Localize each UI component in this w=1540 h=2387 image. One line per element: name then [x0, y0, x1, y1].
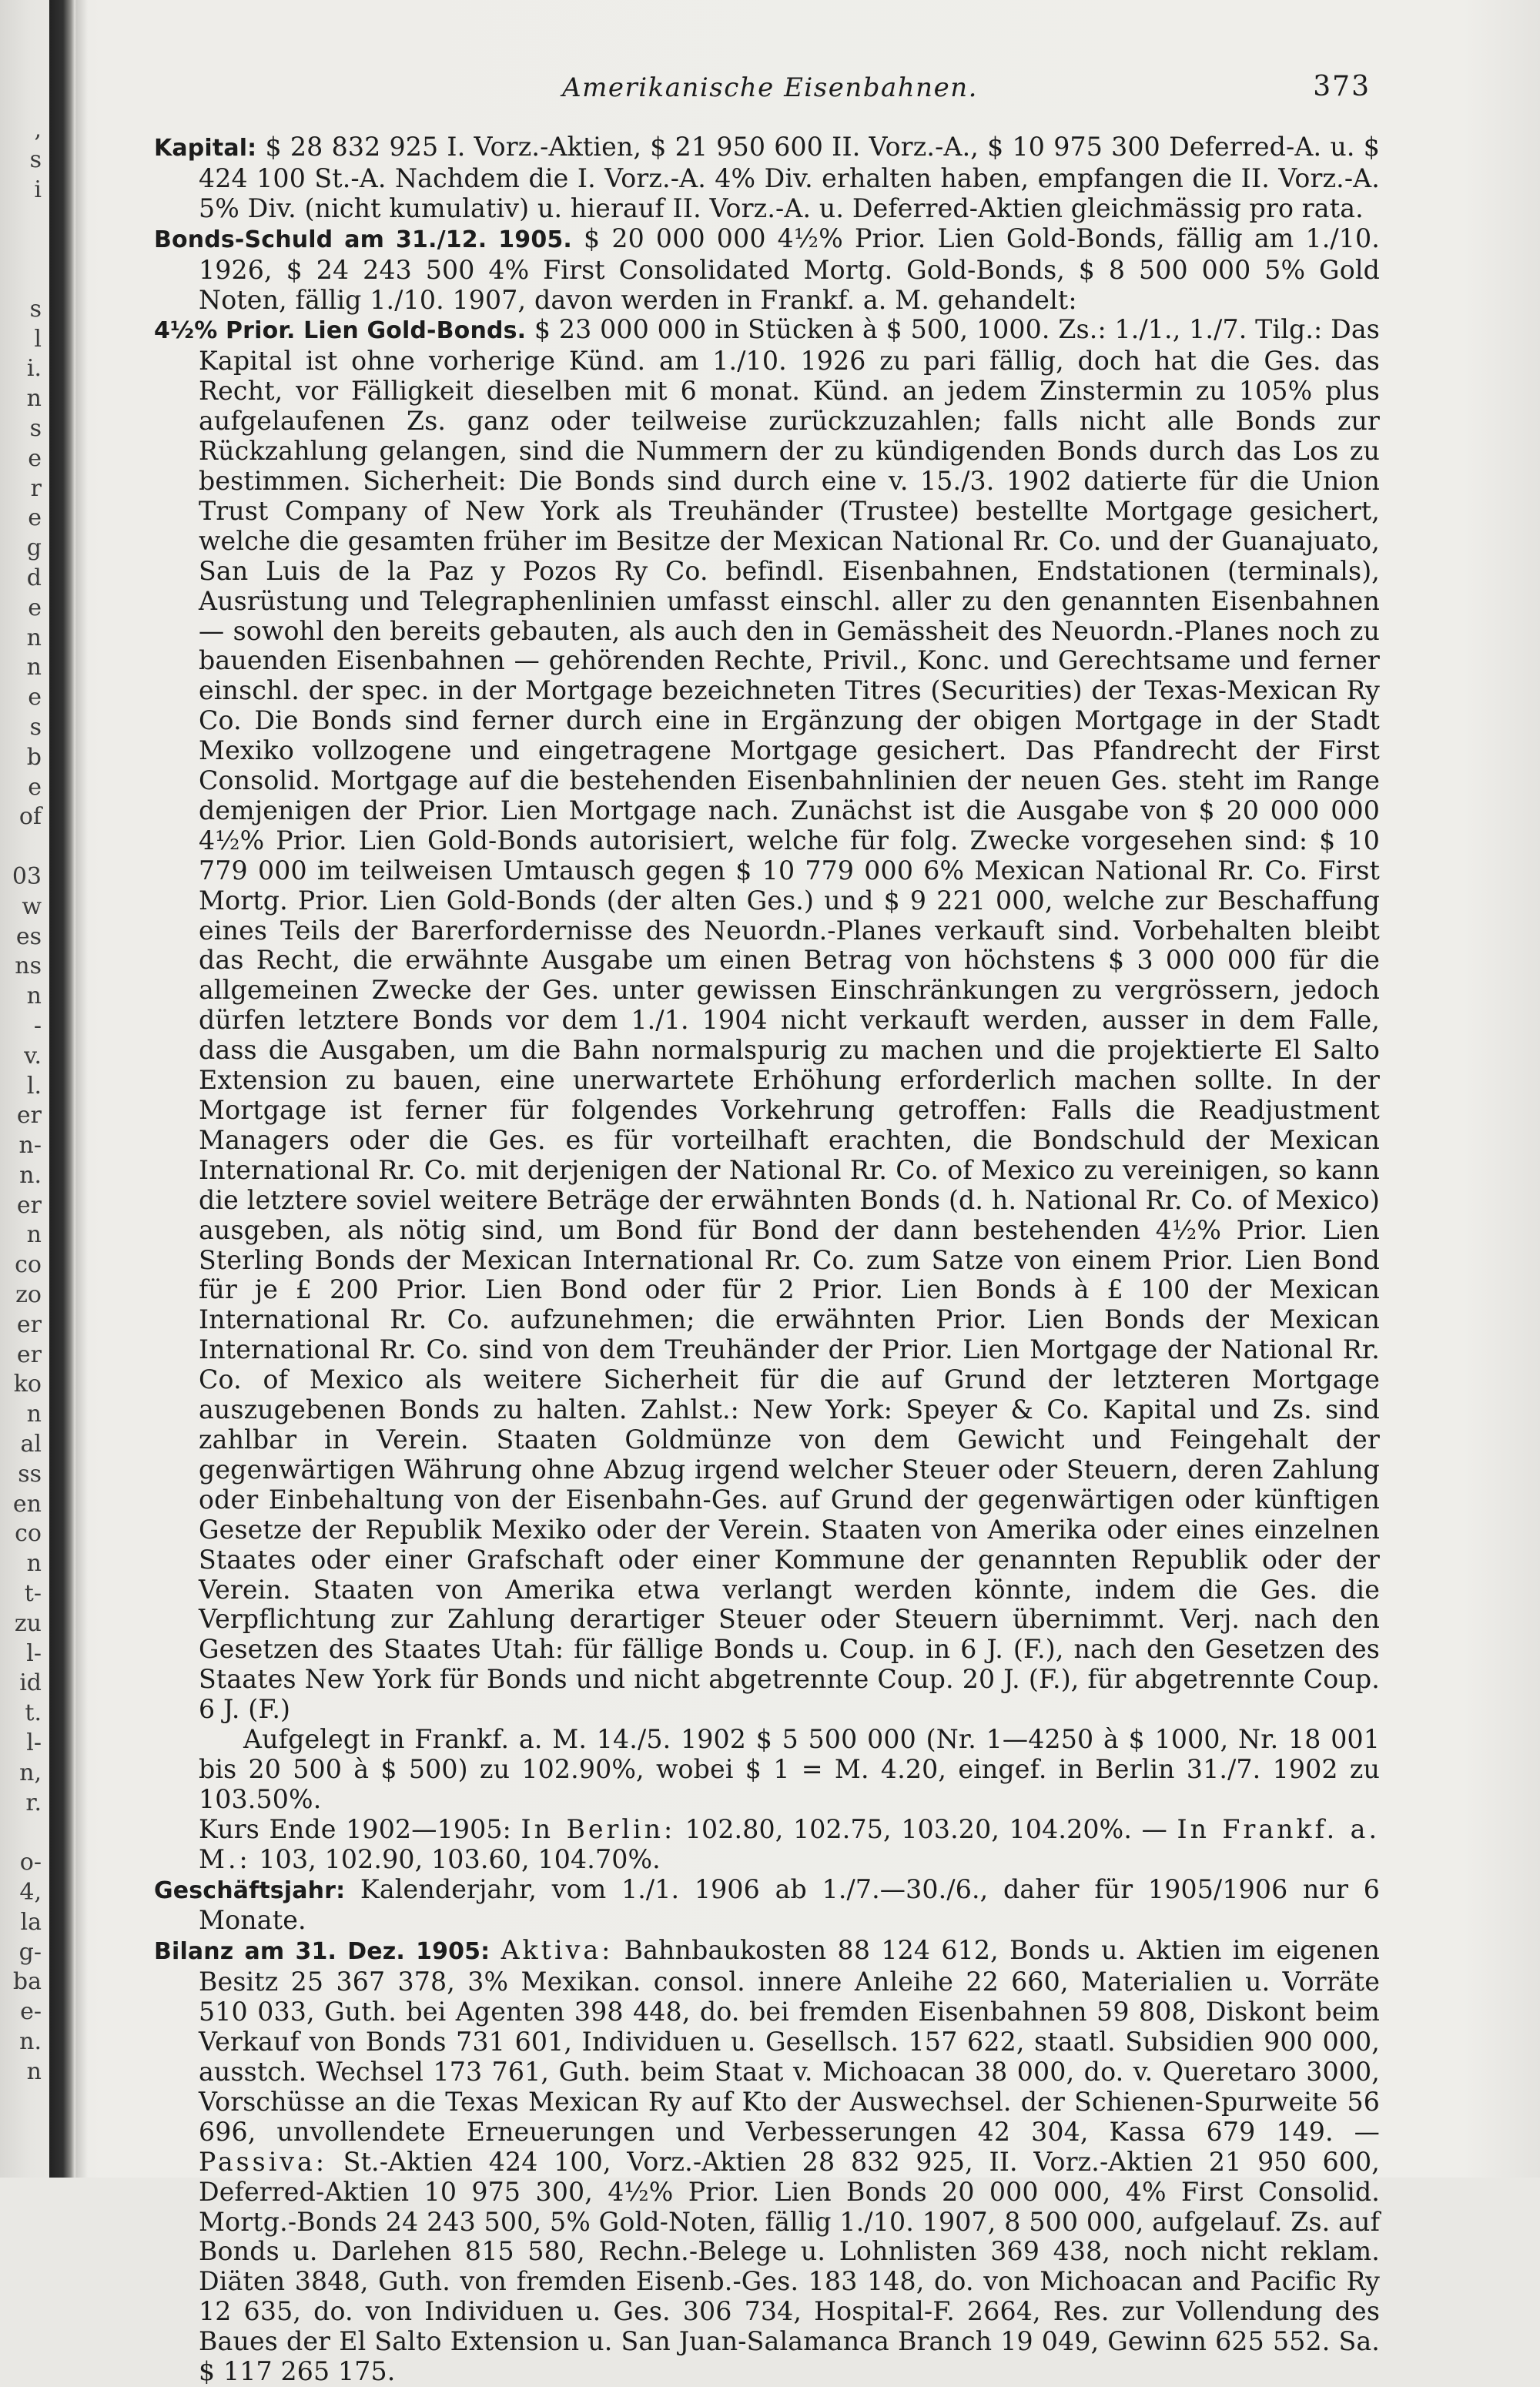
margin-fragment	[3, 265, 46, 295]
geschaeftsjahr-text: Kalenderjahr, vom 1./1. 1906 ab 1./7.—30./6., daher für 1905/1906 nur 6 Monate.	[199, 1873, 1381, 1936]
kurs-prefix: Kurs Ende 1902—1905:	[199, 1813, 511, 1844]
prior-lien-text: $ 23 000 000 in Stücken à $ 500, 1000. Zs.: 1./1., 1./7. Tilg.: Das Kapital ist ohne vorherige Künd. am 1./10. 1926 zu pari fällig, doch hat die Ges. das Recht, vor Fälligkeit dieselben mit 6 monat. Künd. an jedem Zinstermin zu 105% plus aufgelaufenen Zs. ganz oder teilweise zurückzuzahlen; falls nicht alle Bonds zur Rückzahlung gelangen, sind die Nummern der zu kündigenden Bonds durch das Los zu bestimmen. Sicherheit: Die Bonds sind durch eine v. 15./3. 1902 datierte für die Union Trust Company of New York als Treuhänder (Trustee) bestellte Mortgage gesichert, welche die gesamten früher im Besitze der Mexican National Rr. Co. und der Guanajuato, San Luis de la Paz y Pozos Ry Co. befindl. Eisenbahnen, Endstationen (terminals), Ausrüstung und Telegraphenlinien umfasst einschl. aller zu den genannten Eisenbahnen — sowohl den bereits gebauten, als auch den in Gemässheit des Neuordn.-Planes noch zu bauenden Eisenbahnen — gehörenden Rechte, Privil., Konc. und Gerechtsame und ferner einschl. der spec. in der Mortgage bezeichneten Titres (Securities) der Texas-Mexican Ry Co. Die Bonds sind ferner durch eine in Ergänzung der obigen Mortgage in der Stadt Mexiko vollzogene und eingetragene Mortgage gesichert. Das Pfandrecht der First Consolid. Mortgage auf die bestehenden Eisenbahnlinien der neuen Ges. steht im Range demjenigen der Prior. Lien Mortgage nach. Zunächst ist die Ausgabe von $ 20 000 000 4½% Prior. Lien Gold-Bonds autorisiert, welche für folg. Zwecke vorgesehen sind: $ 10 779 000 im teilweisen Umtausch gegen $ 10 779 000 6% Mexican National Rr. Co. First Mortg. Prior. Lien Gold-Bonds (der alten Ges.) und $ 9 221 000, welche zur Beschaffung eines Teils der Barerfordernisse des Neuordn.-Planes verkauft sind. Vorbehalten bleibt das Recht, die erwähnte Ausgabe um einen Betrag von höchstens $ 3 000 000 für die allgemeinen Zwecke der Ges. unter gewissen Einschränkungen zu vergrössern, jedoch dürfen letztere Bonds vor dem 1./1. 1904 nicht verkauft werden, ausser in dem Falle, dass die Ausgaben, um die Bahn normalspurig zu machen und die projektierte El Salto Extension zu bauen, eine unerwartete Erhöhung erforderlich machen sollte. In der Mortgage ist ferner für folgendes Vorkehrung getroffen: Falls die Readjustment Managers oder die Ges. es für vorteilhaft erachten, die Bondschuld der Mexican International Rr. Co. mit derjenigen der National Rr. Co. of Mexico zu vereinigen, so kann die letztere soviel weitere Beträge der erwähnten Bonds (d. h. National Rr. Co. of Mexico) ausgeben, als nötig sind, um Bond für Bond der dann bestehenden 4½% Prior. Lien Sterling Bonds der Mexican International Rr. Co. zum Satze von einem Prior. Lien Bond für je £ 200 Prior. Lien Bond oder für 2 Prior. Lien Bonds à £ 100 der Mexican International Rr. Co. aufzunehmen; die erwähnten Prior. Lien Bonds der Mexican International Rr. Co. sind von dem Treuhänder der Prior. Lien Mortgage der National Rr. Co. of Mexico als weitere Sicherheit für die auf Grund der letzteren Mortgage auszugebenen Bonds zu halten. Zahlst.: New York: Speyer & Co. Kapital und Zs. sind zahlbar in Verein. Staaten Goldmünze von dem Gewicht und Feingehalt der gegenwärtigen Währung ohne Abzug irgend welcher Steuer oder Steuern, deren Zahlung oder Einbehaltung von der Eisenbahn-Ges. auf Grund der gegenwärtigen oder künftigen Gesetze der Republik Mexiko oder der Verein. Staaten von Amerika oder eines einzelnen Staates oder einer Grafschaft oder einer Kommune der genannten Republik oder der Verein. Staaten von Amerika etwa verlangt werden könnte, indem die Ges. die Verpflichtung zur Zahlung derartiger Steuer oder Steuern übernimmt. Verj. nach den Gesetzen des Staates Utah: für fällige Bonds u. Coup. in 6 J. (F.), nach den Gesetzen des Staates New York für Bonds und nicht abgetrennte Coup. 20 J. (F.), für abgetrennte Coup. 6 J. (F.)	[199, 314, 1380, 1725]
margin-fragment: e-	[20, 1998, 42, 2026]
margin-fragment: n	[26, 983, 42, 1010]
bilanz-label: Bilanz am 31. Dez. 1905:	[154, 1938, 490, 1966]
margin-fragment	[3, 205, 46, 235]
margin-fragment: er	[16, 1341, 42, 1368]
geschaeftsjahr-label: Geschäftsjahr:	[154, 1876, 346, 1904]
bilanz-paragraph	[154, 1936, 1380, 2387]
margin-fragment: 03	[12, 862, 42, 890]
margin-fragment: co	[15, 1251, 42, 1279]
kurs-berlin-label: In Berlin:	[521, 1813, 676, 1844]
running-head	[192, 69, 1371, 109]
prior-lien-label: 4½% Prior. Lien Gold-Bonds.	[154, 317, 527, 345]
passiva-text: St.-Aktien 424 100, Vorz.-Aktien 28 832 925, II. Vorz.-Aktien 21 950 600, Deferred-Aktien 10 975 300, 4½% Prior. Lien Bonds 20 000 000, 4% First Consolid. Mortg.-Bonds 24 243 500, 5% Gold-Noten, fällig 1./10. 1907, 8 500 000, aufgelauf. Zs. auf Bonds u. Darlehen 815 580, Rechn.-Belege u. Lohnlisten 369 438, noch nicht reklam. Diäten 3848, Guth. von fremden Eisenb.-Ges. 183 148, do. von Michoacan and Pacific Ry 12 635, do. von Individuen u. Ges. 306 734, Hospital-F. 2664, Res. zur Vollendung des Baues der El Salto Extension u. San Juan-Salamanca Branch 19 049, Gewinn 625 552. Sa. $ 117 265 175.	[199, 2146, 1380, 2387]
kurs-paragraph	[154, 1815, 1380, 1875]
margin-fragment	[3, 235, 46, 265]
margin-fragment: o-	[19, 1849, 42, 1876]
aufgelegt-paragraph	[154, 1725, 1380, 1815]
margin-fragment	[3, 1818, 46, 1848]
bonds-schuld-paragraph	[154, 224, 1380, 316]
margin-fragment: es	[15, 922, 42, 950]
margin-fragment: e	[28, 773, 42, 801]
margin-fragment: ,	[34, 116, 42, 143]
margin-fragment: of	[18, 803, 42, 831]
margin-fragment: r	[30, 474, 42, 502]
margin-fragment: n-	[18, 1132, 42, 1160]
geschaeftsjahr-paragraph	[154, 1875, 1380, 1937]
book-binding-gradient	[75, 0, 88, 2178]
margin-fragment: b	[26, 743, 42, 771]
margin-fragment: ko	[13, 1371, 42, 1398]
margin-fragment: l.	[26, 1072, 42, 1100]
aktiva-text: Bahnbaukosten 88 124 612, Bonds u. Aktien im eigenen Besitz 25 367 378, 3% Mexikan. consol. innere Anleihe 22 660, Materialien u. Vorräte 510 033, Guth. bei Agenten 398 448, do. bei fremden Eisenbahnen 59 808, Diskont beim Verkauf von Bonds 731 601, Individuen u. Gesellsch. 157 622, staatl. Subsidien 900 000, ausstch. Wechsel 173 761, Guth. beim Staat v. Michoacan 38 000, do. v. Queretaro 3000, Vorschüsse an die Texas Mexican Ry auf Kto der Auswechsel. der Schienen-Spurweite 56 696, unvollendete Erneuerungen und Verbesserungen 42 304, Kassa 679 149. —	[199, 1935, 1380, 2147]
margin-fragment: e	[28, 594, 42, 621]
margin-fragment: ss	[18, 1460, 42, 1488]
margin-fragment: l	[34, 325, 42, 353]
margin-fragment: n.	[19, 1161, 42, 1189]
margin-fragment: g	[26, 534, 42, 562]
margin-fragment: w	[22, 892, 42, 920]
kurs-frankfurt-label: In Frankf. a. M.:	[199, 1813, 1380, 1874]
bonds-schuld-label: Bonds-Schuld am 31./12. 1905.	[154, 226, 572, 253]
running-head-title: Amerikanische Eisenbahnen.	[562, 72, 978, 103]
margin-fragment: id	[19, 1669, 42, 1697]
main-text-column	[154, 132, 1380, 2387]
margin-fragment: s	[29, 146, 42, 173]
margin-fragment: t-	[24, 1580, 42, 1608]
margin-fragment: l-	[26, 1639, 42, 1667]
margin-fragment: i	[34, 176, 42, 203]
margin-fragment: s	[29, 295, 42, 323]
aufgelegt-text: Aufgelegt in Frankf. a. M. 14./5. 1902 $ 5 500 000 (Nr. 1—4250 à $ 1000, Nr. 18 001 bis 20 500 à $ 500) zu 102.90%, wobei $ 1 = M. 4.20, eingef. in Berlin 31./7. 1902 zu 103.50%.	[199, 1724, 1380, 1814]
margin-fragment: er	[16, 1191, 42, 1219]
margin-fragment: al	[20, 1431, 42, 1458]
margin-fragment: n	[26, 624, 42, 651]
margin-fragment: zu	[14, 1609, 42, 1637]
margin-fragment: la	[20, 1908, 42, 1936]
kurs-berlin-values: 102.80, 102.75, 103.20, 104.20%. —	[685, 1813, 1167, 1844]
prior-lien-paragraph	[154, 315, 1380, 1725]
margin-fragment: e	[28, 444, 42, 472]
margin-fragment: d	[26, 564, 42, 591]
page-number: 373	[1313, 71, 1371, 102]
aktiva-label: Aktiva:	[500, 1935, 614, 1966]
margin-fragment: er	[16, 1311, 42, 1338]
margin-fragment: co	[15, 1520, 42, 1548]
margin-fragment: v.	[24, 1042, 42, 1070]
margin-fragment: ba	[12, 1968, 42, 1996]
margin-fragment: i.	[26, 355, 42, 383]
margin-fragment: s	[29, 713, 42, 741]
margin-fragment: n	[26, 1221, 42, 1249]
previous-page-edge-fragments	[3, 116, 46, 2118]
margin-fragment: er	[16, 1102, 42, 1130]
margin-fragment: e	[28, 504, 42, 532]
kapital-text: $ 28 832 925 I. Vorz.-Aktien, $ 21 950 600 II. Vorz.-A., $ 10 975 300 Deferred-A. u. $ 424 100 St.-A. Nachdem die I. Vorz.-A. 4% Div. erhalten haben, empfangen die II. Vorz.-A. 5% Div. (nicht kumulativ) u. hierauf II. Vorz.-A. u. Deferred-Aktien gleichmässig pro rata.	[199, 132, 1381, 223]
margin-fragment: e	[28, 684, 42, 711]
kapital-label: Kapital:	[154, 135, 257, 162]
passiva-label: Passiva:	[199, 2146, 328, 2177]
margin-fragment: ns	[15, 952, 42, 980]
margin-fragment	[3, 832, 46, 862]
margin-fragment: zo	[15, 1281, 42, 1309]
margin-fragment: n	[26, 654, 42, 681]
margin-fragment: r.	[25, 1789, 42, 1816]
kapital-paragraph	[154, 132, 1380, 224]
margin-fragment: -	[33, 1012, 42, 1040]
margin-fragment: en	[12, 1490, 42, 1518]
margin-fragment: 4,	[19, 1879, 42, 1907]
margin-fragment: l-	[26, 1729, 42, 1757]
margin-fragment: n	[26, 2057, 42, 2085]
book-binding-shadow	[49, 0, 75, 2178]
kurs-frankfurt-values: 103, 102.90, 103.60, 104.70%.	[259, 1843, 661, 1874]
margin-fragment: t.	[25, 1699, 42, 1727]
margin-fragment: n	[26, 385, 42, 413]
margin-fragment: n	[26, 1550, 42, 1578]
margin-fragment: n	[26, 1401, 42, 1428]
margin-fragment: n.	[19, 2028, 42, 2055]
margin-fragment: s	[29, 414, 42, 442]
bonds-schuld-text: $ 20 000 000 4½% Prior. Lien Gold-Bonds, fällig am 1./10. 1926, $ 24 243 500 4% First Consolidated Mortg. Gold-Bonds, $ 8 500 000 5% Gold Noten, fällig 1./10. 1907, davon werden in Frankf. a. M. gehandelt:	[199, 223, 1380, 315]
margin-fragment: n,	[19, 1759, 42, 1786]
margin-fragment: g-	[18, 1938, 42, 1966]
